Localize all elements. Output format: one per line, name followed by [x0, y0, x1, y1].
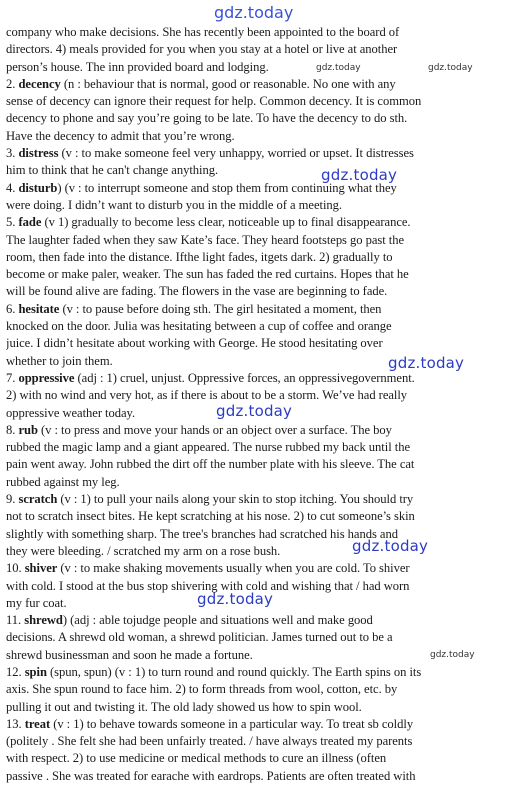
- line-text: (v : to make someone feel very unhappy, worried or upset. It distresses: [58, 146, 414, 161]
- text-line: [6, 422, 505, 439]
- line-text: (v : to make shaking movements usually when you are cold. To shiver: [57, 561, 410, 576]
- text-line: [6, 128, 505, 145]
- line-text: (v : 1) to pull your nails along your skin to stop itching. You should try: [57, 492, 414, 507]
- text-line: [6, 456, 505, 473]
- text-line: [6, 768, 505, 785]
- entry-number: 7.: [6, 370, 16, 385]
- header-watermark: gdz.today: [214, 3, 294, 22]
- entry-number: 13.: [6, 716, 22, 731]
- text-line: [6, 232, 505, 249]
- line-text: shrewd businessman and soon he made a fortune.: [6, 647, 253, 662]
- text-line: [6, 560, 505, 577]
- text-line: [6, 733, 505, 750]
- text-line: [6, 387, 505, 404]
- line-text: whether to join them.: [6, 353, 113, 368]
- headword: treat: [24, 716, 51, 731]
- entry-number: 12.: [6, 664, 22, 679]
- text-line: [6, 353, 505, 370]
- line-text: (politely . She felt she had been unfairly treated. / have always treated my parents: [6, 734, 413, 749]
- text-line: [6, 41, 505, 58]
- line-text: pulling it out and twisting it. The old lady showed us how to spin wool.: [6, 699, 362, 714]
- text-line: [6, 526, 505, 543]
- entry-number: 9.: [6, 492, 16, 507]
- line-text: person’s house. The inn provided board and lodging.: [6, 59, 269, 74]
- text-line: [6, 197, 505, 214]
- line-text: (adj : 1) cruel, unjust. Oppressive forces, an oppressivegovernment.: [74, 370, 415, 385]
- text-line: [6, 301, 505, 318]
- text-line: [6, 214, 505, 231]
- text-line: [6, 439, 505, 456]
- headword: rub: [18, 422, 38, 437]
- text-line: [6, 76, 505, 93]
- line-text: pain went away. John rubbed the dirt off the number plate with his sleeve. The cat: [6, 457, 415, 472]
- text-line: [6, 110, 505, 127]
- text-line: [6, 370, 505, 387]
- text-line: [6, 716, 505, 733]
- text-line: [6, 629, 505, 646]
- line-text: ) (adj : able tojudge people and situations well and make good: [62, 613, 373, 628]
- line-text: ) (v : to interrupt someone and stop them from continuing what they: [57, 180, 397, 195]
- line-text: oppressive weather today.: [6, 405, 136, 420]
- headword: shrewd: [24, 613, 63, 628]
- watermark: gdz.today: [428, 63, 473, 73]
- line-text: (spun, spun) (v : 1) to turn round and round quickly. The Earth spins on its: [46, 664, 422, 679]
- entry-number: 10.: [6, 561, 22, 576]
- line-text: not to scratch insect bites. He kept scratching at his nose. 2) to cut someone’s skin: [6, 509, 415, 524]
- line-text: (n : behaviour that is normal, good or reasonable. No one with any: [60, 76, 396, 91]
- watermark: gdz.today: [316, 63, 361, 73]
- text-line: [6, 647, 505, 664]
- headword: distress: [18, 146, 59, 161]
- text-line: [6, 59, 505, 76]
- text-line: [6, 162, 505, 179]
- text-line: [6, 335, 505, 352]
- entry-number: 2.: [6, 76, 16, 91]
- entry-number: 5.: [6, 215, 16, 230]
- entry-number: 11.: [6, 613, 22, 628]
- entry-number: 6.: [6, 301, 16, 316]
- line-text: room, then fade into the distance. Ifthe light fades, itgets dark. 2) gradually to: [6, 249, 393, 264]
- text-line: [6, 318, 505, 335]
- watermark: gdz.today: [197, 590, 274, 608]
- text-line: [6, 93, 505, 110]
- text-line: [6, 664, 505, 681]
- line-text: The laughter faded when they saw Kate’s face. They heard footsteps go past the: [6, 232, 405, 247]
- watermark: gdz.today: [388, 354, 465, 372]
- watermark: gdz.today: [321, 166, 398, 184]
- headword: decency: [18, 76, 61, 91]
- headword: shiver: [24, 561, 58, 576]
- headword: spin: [24, 664, 47, 679]
- line-text: decency to phone and say you’re going to be late. To have the decency to do sth.: [6, 111, 408, 126]
- line-text: 2) with no wind and very hot, as if there is about to be a storm. We’ve had really: [6, 388, 408, 403]
- line-text: (v 1) gradually to become less clear, noticeable up to final disappearance.: [41, 215, 411, 230]
- headword: hesitate: [18, 301, 60, 316]
- text-line: [6, 508, 505, 525]
- line-text: Have the decency to admit that you’re wrong.: [6, 128, 235, 143]
- text-line: [6, 681, 505, 698]
- line-text: decisions. A shrewd old woman, a shrewd politician. James turned out to be a: [6, 630, 393, 645]
- text-line: [6, 543, 505, 560]
- headword: fade: [18, 215, 42, 230]
- text-line: [6, 145, 505, 162]
- watermark: gdz.today: [216, 402, 293, 420]
- line-text: they were bleeding. / scratched my arm on a rose bush.: [6, 543, 281, 558]
- line-text: were doing. I didn’t want to disturb you in the middle of a meeting.: [6, 197, 342, 212]
- text-line: [6, 750, 505, 767]
- dictionary-page: [6, 24, 505, 785]
- watermark: gdz.today: [430, 650, 475, 660]
- line-text: will be found alive are fading. The flowers in the vase are beginning to fade.: [6, 284, 388, 299]
- watermark: gdz.today: [352, 537, 429, 555]
- line-text: company who make decisions. She has recently been appointed to the board of: [6, 25, 400, 39]
- text-line: [6, 612, 505, 629]
- line-text: axis. She spun round to face him. 2) to form threads from wool, cotton, etc. by: [6, 682, 398, 697]
- line-text: my fur coat.: [6, 595, 67, 610]
- text-line: [6, 578, 505, 595]
- entry-number: 8.: [6, 422, 16, 437]
- line-text: (v : to press and move your hands or an object over a surface. The boy: [37, 422, 392, 437]
- text-line: [6, 180, 505, 197]
- text-line: [6, 283, 505, 300]
- line-text: (v : 1) to behave towards someone in a particular way. To treat sb coldly: [50, 716, 414, 731]
- text-line: [6, 474, 505, 491]
- text-line: [6, 491, 505, 508]
- line-text: rubbed the magic lamp and a giant appeared. The nurse rubbed my back until the: [6, 440, 410, 455]
- entry-number: 4.: [6, 180, 16, 195]
- text-line: [6, 405, 505, 422]
- headword: oppressive: [18, 370, 75, 385]
- line-text: knocked on the door. Julia was hesitating between a cup of coffee and orange: [6, 319, 392, 334]
- line-text: slightly with something sharp. The tree's branches had scratched his hands and: [6, 526, 398, 541]
- headword: scratch: [18, 492, 58, 507]
- line-text: directors. 4) meals provided for you when you stay at a hotel or live at another: [6, 42, 398, 57]
- line-text: become or make paler, weaker. The sun has faded the red curtains. Hopes that he: [6, 267, 409, 282]
- entry-number: 3.: [6, 146, 16, 161]
- line-text: passive . She was treated for earache with eardrops. Patients are often treated with: [6, 768, 416, 783]
- text-line: [6, 249, 505, 266]
- line-text: with cold. I stood at the bus stop shivering with cold and wishing that / had worn: [6, 578, 410, 593]
- text-line: [6, 266, 505, 283]
- text-line: [6, 699, 505, 716]
- text-line: [6, 24, 505, 41]
- line-text: him to think that he can't change anything.: [6, 163, 219, 178]
- line-text: rubbed against my leg.: [6, 474, 120, 489]
- line-text: (v : to pause before doing sth. The girl hesitated a moment, then: [59, 301, 382, 316]
- line-text: sense of decency can ignore their request for help. Common decency. It is common: [6, 94, 422, 109]
- headword: disturb: [18, 180, 58, 195]
- line-text: juice. I didn’t hesitate about working with George. He stood hesitating over: [6, 336, 383, 351]
- text-line: [6, 595, 505, 612]
- line-text: with respect. 2) to use medicine or medical methods to cure an illness (often: [6, 751, 387, 766]
